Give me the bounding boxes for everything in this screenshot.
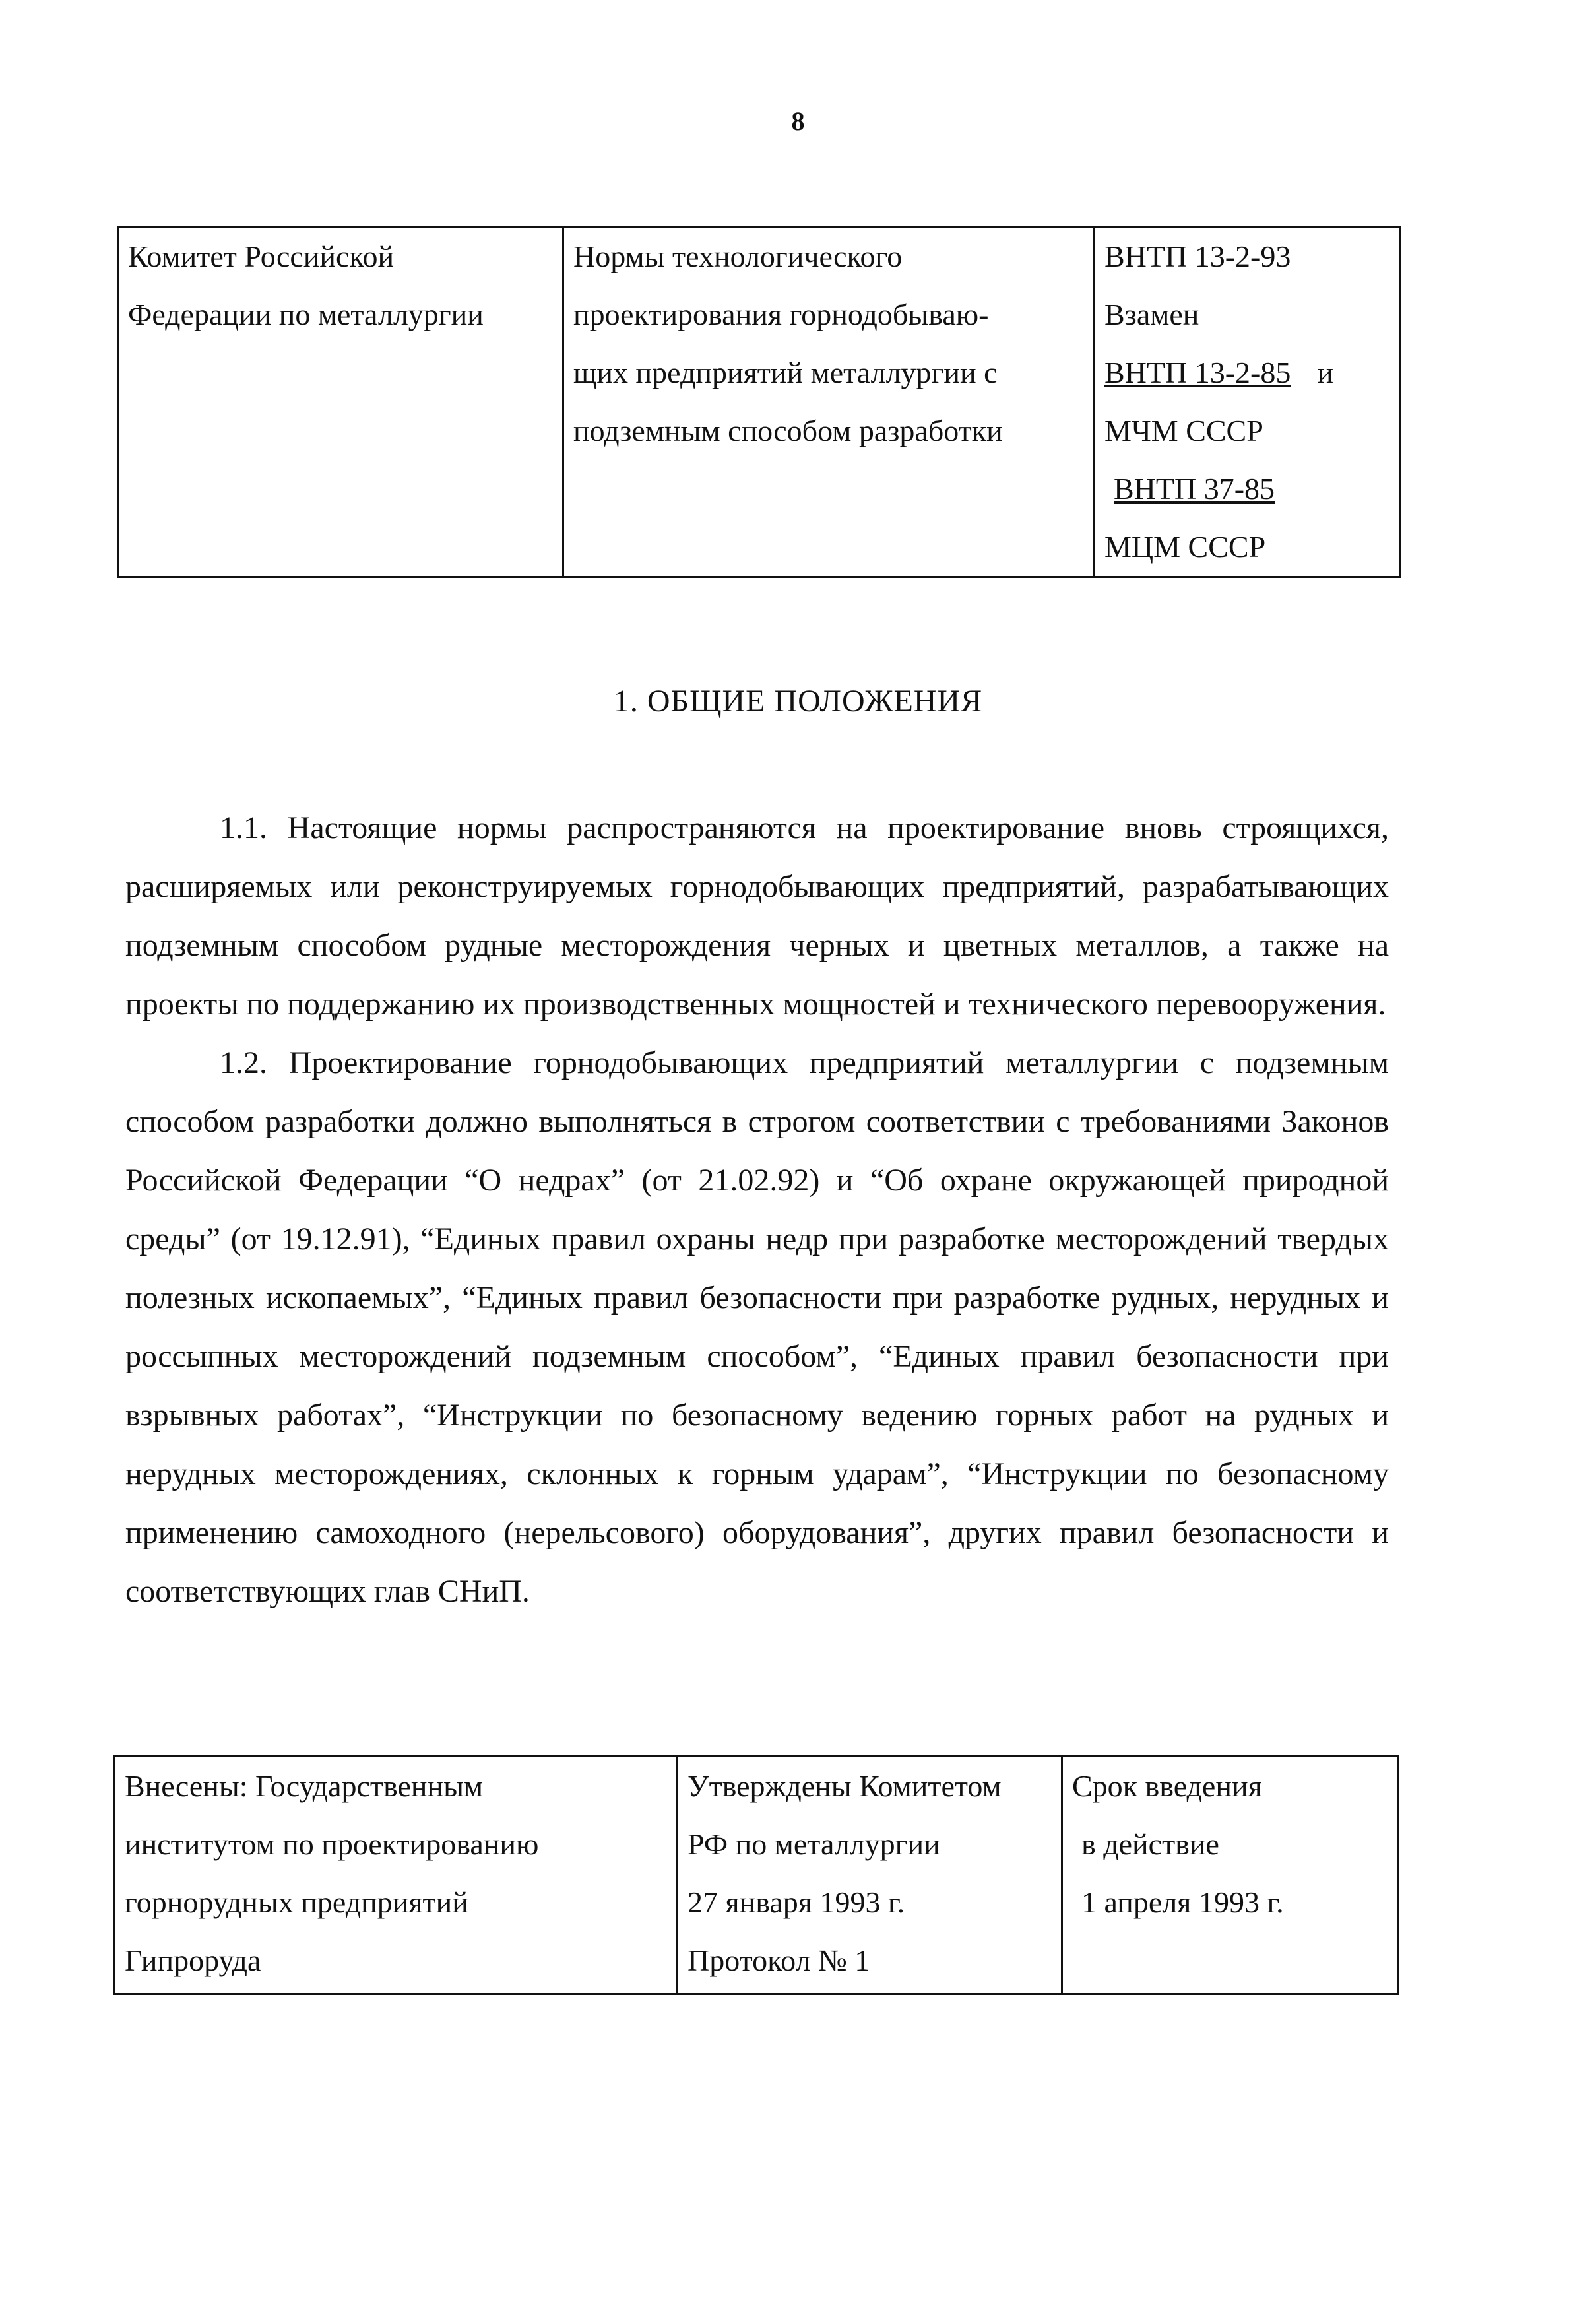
submitted-line: горнорудных предприятий xyxy=(125,1885,468,1919)
submitted-line: Гипроруда xyxy=(125,1943,261,1977)
approved-line: Протокол № 1 xyxy=(687,1943,870,1977)
effective-line: 1 апреля 1993 г. xyxy=(1081,1885,1284,1919)
effective-line: в действие xyxy=(1081,1827,1219,1861)
title-line: проектирования горнодобываю- xyxy=(573,298,989,331)
replaces-label: Взамен xyxy=(1104,298,1199,331)
title-line: Нормы технологического xyxy=(573,240,903,273)
approved-line: РФ по металлургии xyxy=(687,1827,940,1861)
page-number: 8 xyxy=(791,106,805,136)
replaced-code-line xyxy=(1104,344,1389,402)
submitted-line: Внесены: Государственным xyxy=(125,1769,484,1803)
footer-submitted-cell xyxy=(115,1757,678,1994)
header-table xyxy=(117,226,1401,578)
old-code-1: ВНТП 13-2-85 xyxy=(1104,356,1291,389)
title-line: щих предприятий металлургии с xyxy=(573,356,998,389)
paragraph-1-2: 1.2. Проектирование горнодобывающих предприятий металлургии с подземным способом разработки должно выполняться в строгом соответствии с требованиями Законов Российской Федерации “О недрах” (от 21.02.92) и “Об охране окружающей природной среды” (от 19.12.91), “Единых правил охраны недр при разработке месторождений твердых полезных ископаемых”, “Единых правил безопасности при разработке рудных, нерудных и россыпных месторождений подземным способом”, “Единых правил безопасности при взрывных работах”, “Инструкции по безопасному ведению горных работ на рудных и нерудных месторождениях, склонных к горным ударам”, “Инструкции по безопасному применению самоходного (нерельсового) оборудования”, других правил безопасности и соответствующих глав СНиП. xyxy=(125,1045,1389,1609)
designation-code: ВНТП 13-2-93 xyxy=(1104,240,1291,273)
header-organization-cell xyxy=(118,227,563,577)
footer-effective-cell xyxy=(1062,1757,1398,1994)
organization-line: Комитет Российской xyxy=(128,240,395,273)
header-designation-cell xyxy=(1095,227,1400,577)
title-line: подземным способом разработки xyxy=(573,414,1003,447)
approved-line: 27 января 1993 г. xyxy=(687,1885,905,1919)
conjunction: и xyxy=(1317,356,1333,389)
ministry-2: МЦМ СССР xyxy=(1104,530,1266,564)
header-title-cell xyxy=(563,227,1095,577)
replaced-code-line-2 xyxy=(1104,460,1389,518)
body-text xyxy=(125,798,1389,1621)
footer-approved-cell xyxy=(678,1757,1062,1994)
paragraph-1-1: 1.1. Настоящие нормы распространяются на проектирование вновь строящихся, расширяемых или реконструируемых горнодобывающих предприятий, разрабатывающих подземным способом рудные месторождения черных и цветных металлов, а также на проекты по поддержанию их производственных мощностей и технического перевооружения. xyxy=(125,810,1389,1022)
organization-line: Федерации по металлургии xyxy=(128,298,484,331)
section-heading: 1. ОБЩИЕ ПОЛОЖЕНИЯ xyxy=(613,684,983,719)
submitted-line: институтом по проектированию xyxy=(125,1827,539,1861)
effective-line: Срок введения xyxy=(1072,1769,1262,1803)
ministry-1: МЧМ СССР xyxy=(1104,414,1263,447)
old-code-2: ВНТП 37-85 xyxy=(1114,472,1275,505)
approved-line: Утверждены Комитетом xyxy=(687,1769,1002,1803)
footer-table xyxy=(113,1755,1399,1995)
